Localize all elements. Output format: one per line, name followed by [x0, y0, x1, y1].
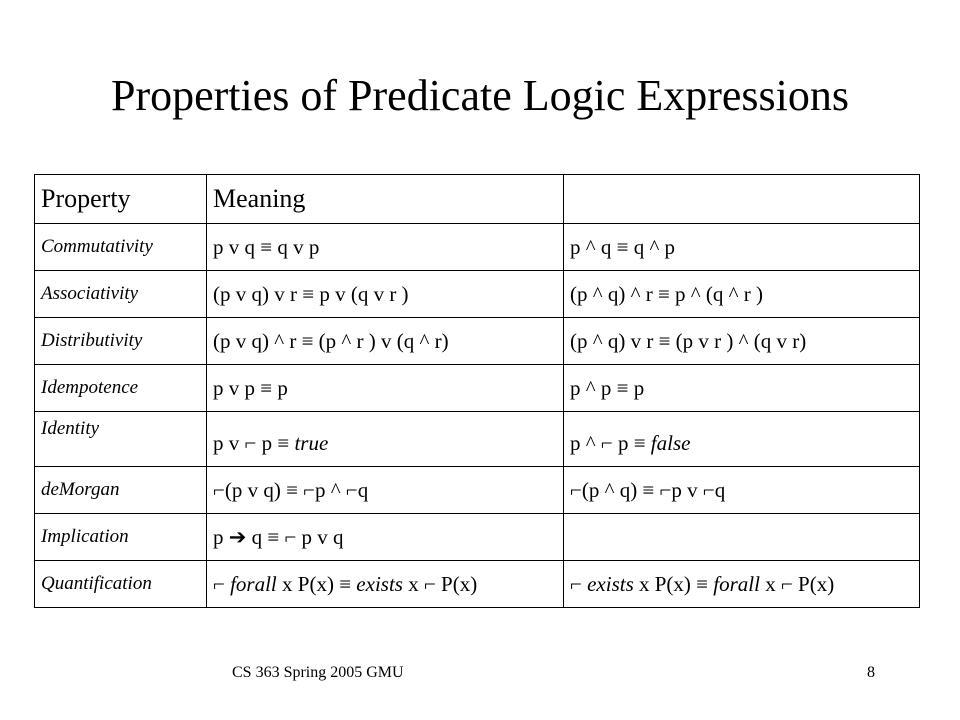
property-name: Associativity: [35, 271, 207, 318]
property-name: Commutativity: [35, 224, 207, 271]
expression-right: p ^ p ≡ p: [564, 365, 920, 412]
page-number: 8: [867, 664, 875, 681]
expression-italic: exists: [356, 571, 403, 596]
expression-text: x P(x) ≡: [276, 571, 357, 596]
expression-right: (p ^ q) ^ r ≡ p ^ (q ^ r ): [564, 271, 920, 318]
expression-italic: true: [294, 430, 329, 455]
table-row: [35, 365, 920, 412]
table-row: [35, 271, 920, 318]
expression-text: x P(x) ≡: [633, 571, 714, 596]
expression-right: [564, 412, 920, 467]
expression-left: (p v q) ^ r ≡ (p ^ r ) v (q ^ r): [207, 318, 564, 365]
expression-left: [207, 561, 564, 608]
table-row: [35, 318, 920, 365]
arrow-icon: ➔: [228, 524, 247, 549]
header-meaning: Meaning: [207, 175, 564, 224]
expression-italic: forall: [713, 571, 760, 596]
expression-text: x ⌐ P(x): [402, 571, 478, 596]
expression-text: ⌐: [213, 571, 231, 596]
table-row: [35, 514, 920, 561]
expression-left: ⌐(p v q) ≡ ⌐p ^ ⌐q: [207, 467, 564, 514]
property-name: Implication: [35, 514, 207, 561]
expression-right: [564, 514, 920, 561]
expression-italic: exists: [587, 571, 634, 596]
property-name: Quantification: [35, 561, 207, 608]
expression-text: p v ⌐ p ≡: [213, 430, 295, 455]
properties-table: [34, 174, 920, 608]
table-row: [35, 224, 920, 271]
expression-right: p ^ q ≡ q ^ p: [564, 224, 920, 271]
property-name: Distributivity: [35, 318, 207, 365]
expression-text: ⌐: [570, 571, 588, 596]
expression-right: ⌐(p ^ q) ≡ ⌐p v ⌐q: [564, 467, 920, 514]
footer-course: CS 363 Spring 2005 GMU: [232, 664, 404, 681]
slide-title: Properties of Predicate Logic Expressions: [110, 71, 850, 120]
expression-left: (p v q) v r ≡ p v (q v r ): [207, 271, 564, 318]
property-name: Idempotence: [35, 365, 207, 412]
table-row: [35, 467, 920, 514]
expression-text: x ⌐ P(x): [759, 571, 835, 596]
expression-italic: forall: [230, 571, 277, 596]
table-header-row: [35, 175, 920, 224]
expression-text: p ^ ⌐ p ≡: [570, 430, 651, 455]
expression-right: [564, 561, 920, 608]
table-row: [35, 412, 920, 467]
expression-left: [207, 514, 564, 561]
expression-left: p v q ≡ q v p: [207, 224, 564, 271]
header-blank: [564, 175, 920, 224]
expression-italic: false: [650, 430, 691, 455]
expression-left: p v p ≡ p: [207, 365, 564, 412]
expression-left: [207, 412, 564, 467]
header-property: Property: [35, 175, 207, 224]
expression-text: p: [213, 524, 224, 549]
table-row: [35, 561, 920, 608]
property-name: deMorgan: [35, 467, 207, 514]
expression-text: q ≡ ⌐ p v q: [251, 524, 344, 549]
property-name: Identity: [35, 412, 207, 467]
expression-right: (p ^ q) v r ≡ (p v r ) ^ (q v r): [564, 318, 920, 365]
